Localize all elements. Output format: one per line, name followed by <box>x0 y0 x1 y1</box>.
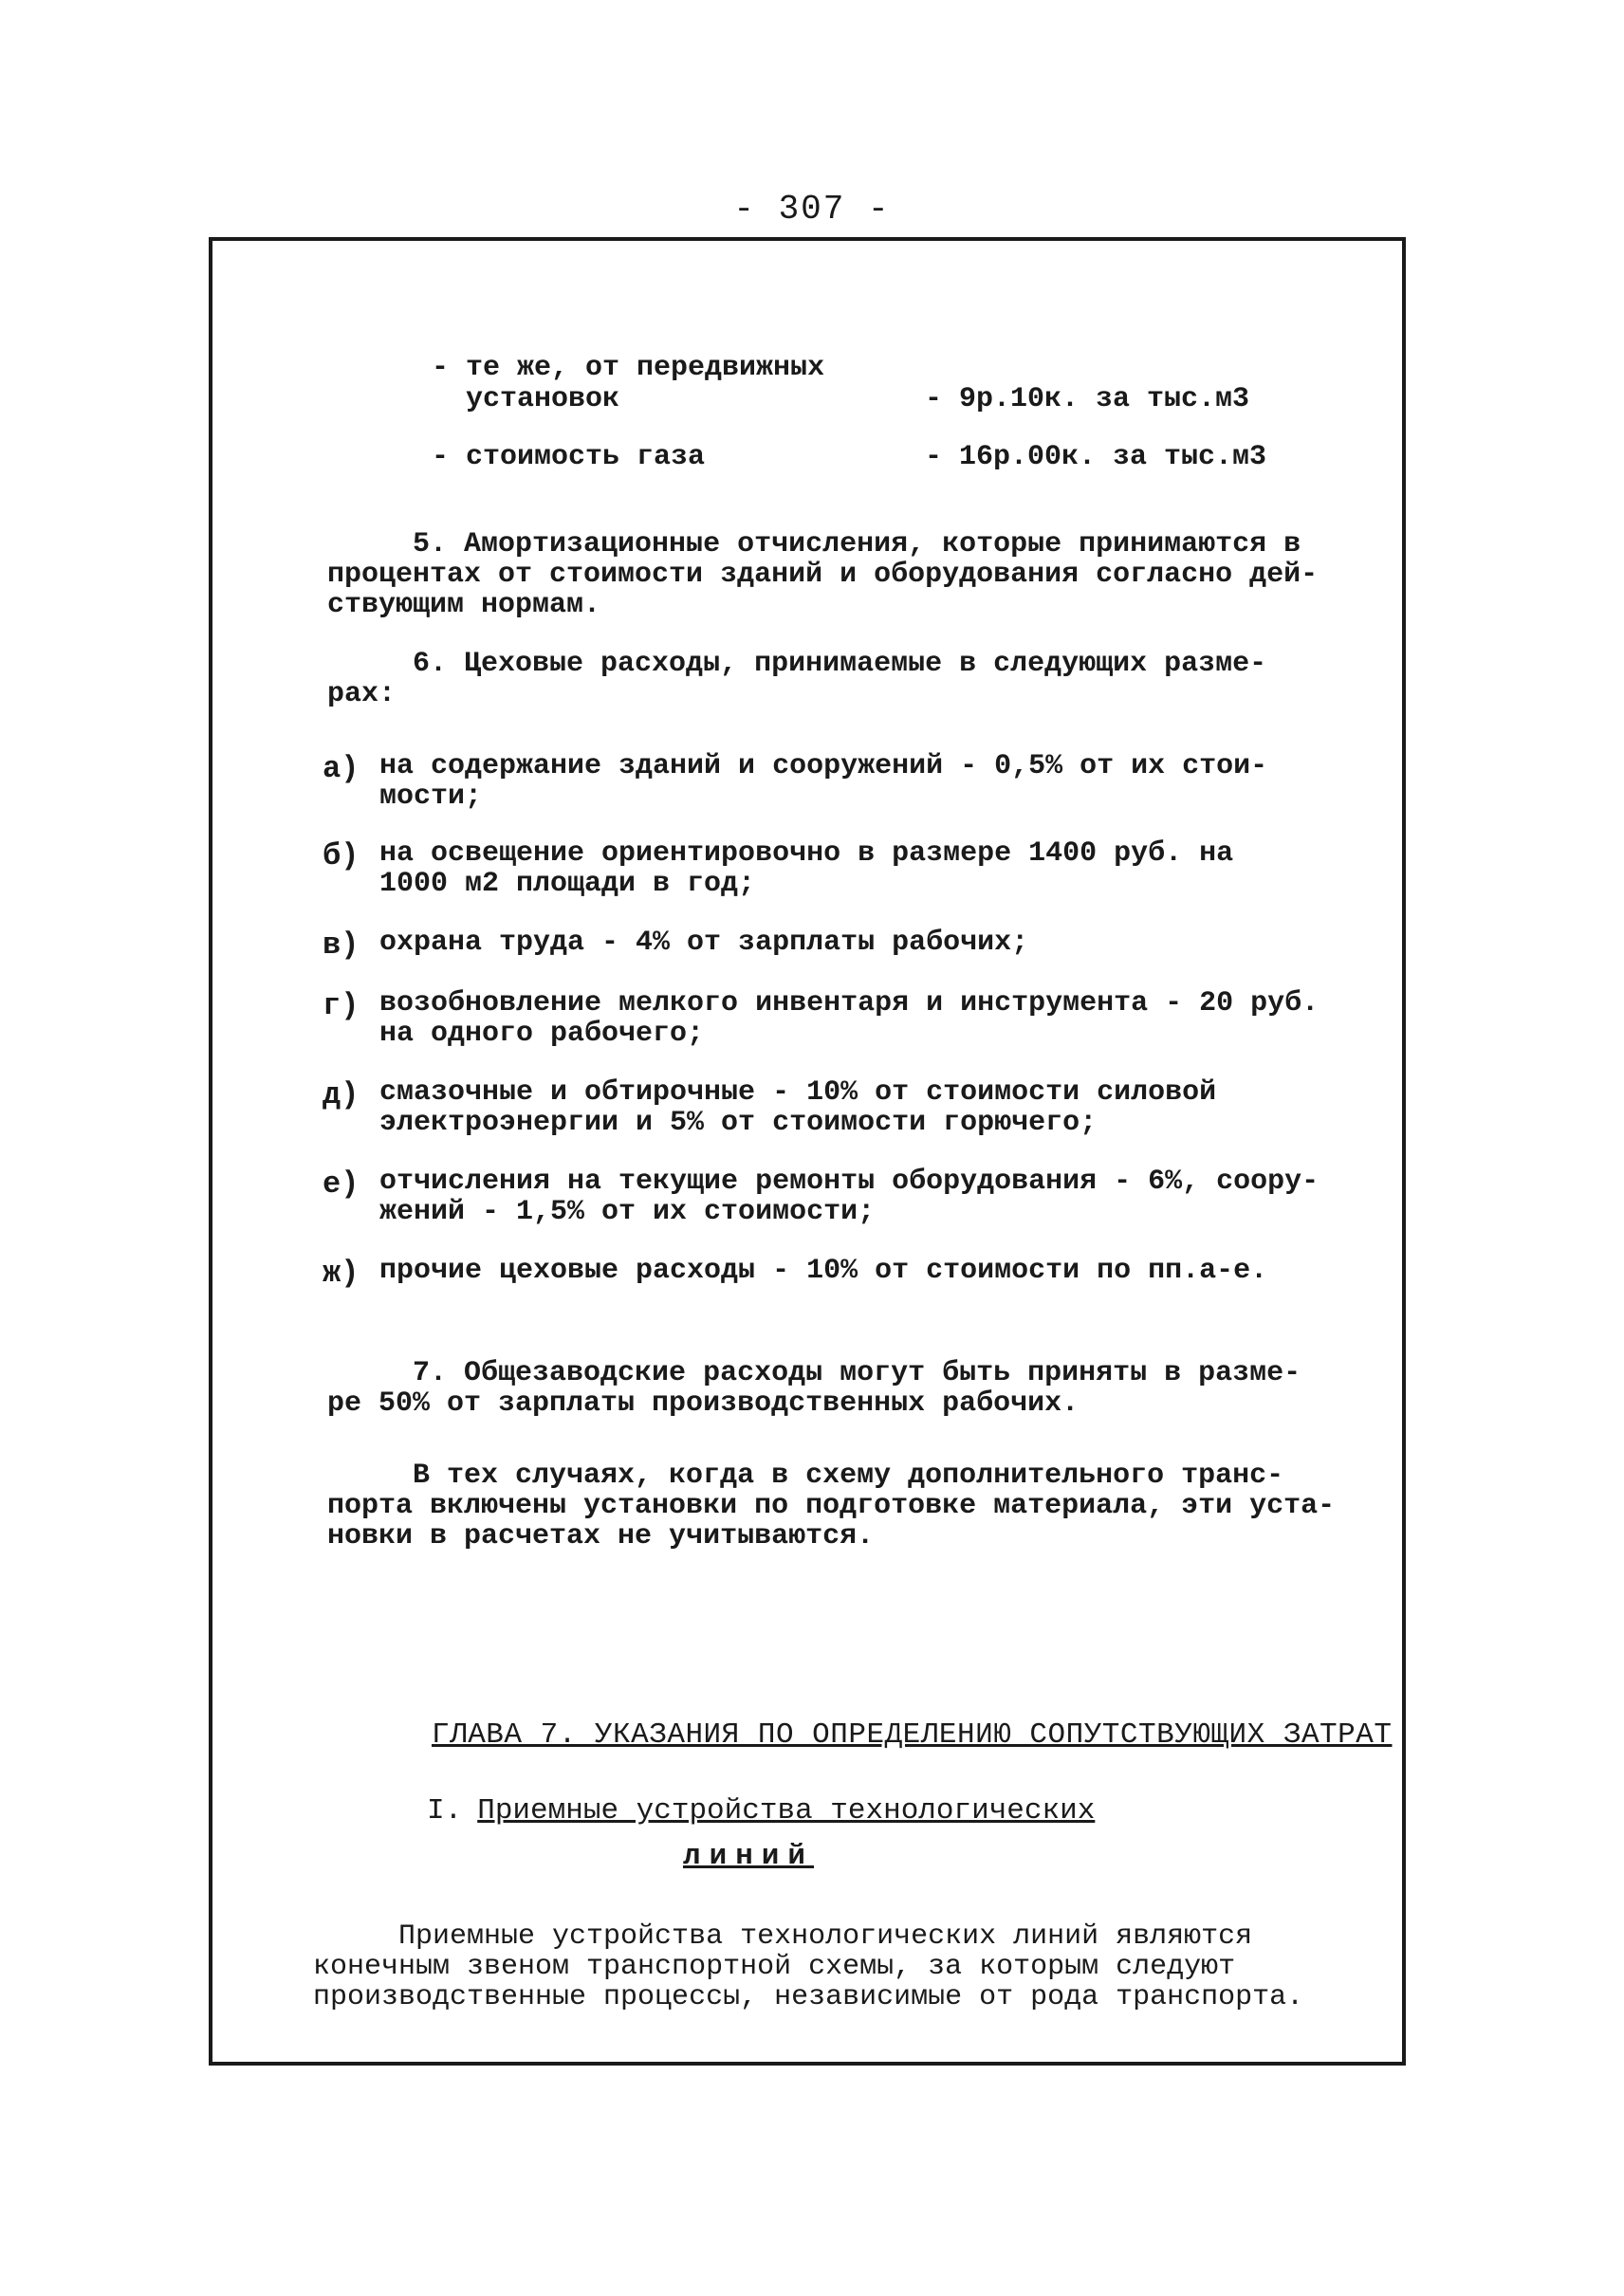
section-title-line2: линий <box>683 1840 815 1873</box>
sub-item-a-marker: а) <box>323 751 360 786</box>
sub-item-v-line1: охрана труда - 4% от зарплаты рабочих; <box>379 927 1029 959</box>
section-number: I. <box>427 1794 463 1828</box>
sub-item-d-line2: электроэнергии и 5% от стоимости горючего; <box>379 1107 1098 1139</box>
sub-item-d-marker: д) <box>323 1077 360 1112</box>
final-paragraph-line3: производственные процессы, независимые от рода транспорта. <box>313 1981 1304 2013</box>
sub-item-g-line2: на одного рабочего; <box>379 1018 705 1050</box>
sub-item-d-line1: смазочные и обтирочные - 10% от стоимости силовой <box>379 1076 1217 1109</box>
section-title-line1: Приемные устройства технологических <box>477 1794 1096 1828</box>
tariff-label-gas: - стоимость газа <box>432 441 706 473</box>
note-line1: В тех случаях, когда в схему дополнительного транс- <box>327 1460 1284 1492</box>
item5-line3: ствующим нормам. <box>327 589 601 621</box>
final-paragraph-line2: конечным звеном транспортной схемы, за которым следуют <box>313 1951 1236 1983</box>
note-line2: порта включены установки по подготовке материала, эти уста- <box>327 1490 1336 1522</box>
tariff-value-mobile: - 9р.10к. за тыс.м3 <box>925 383 1250 415</box>
sub-item-v-marker: в) <box>323 928 360 963</box>
sub-item-e-line1: отчисления на текущие ремонты оборудования - 6%, соору- <box>379 1166 1320 1198</box>
sub-item-b-marker: б) <box>323 838 360 873</box>
item7-line2: ре 50% от зарплаты производственных рабочих. <box>327 1387 1080 1420</box>
sub-item-b-line2: 1000 м2 площади в год; <box>379 868 756 900</box>
sub-item-e-marker: е) <box>323 1166 360 1202</box>
sub-item-zh-marker: ж) <box>323 1256 360 1291</box>
item6-line1: 6. Цеховые расходы, принимаемые в следующих разме- <box>327 648 1267 680</box>
item7-line1: 7. Общезаводские расходы могут быть приняты в разме- <box>327 1357 1301 1389</box>
sub-item-a-line2: мости; <box>379 781 483 813</box>
chapter-title: ГЛАВА 7. УКАЗАНИЯ ПО ОПРЕДЕЛЕНИЮ СОПУТСТВУЮЩИХ ЗАТРАТ <box>432 1718 1393 1752</box>
item5-line2: процентах от стоимости зданий и оборудования согласно дей- <box>327 559 1319 591</box>
tariff-label-mobile-cont: установок <box>432 383 620 415</box>
tariff-label-mobile: - те же, от передвижных <box>432 352 825 384</box>
sub-item-zh-line1: прочие цеховые расходы - 10% от стоимости по пп.а-е. <box>379 1255 1268 1287</box>
sub-item-a-line1: на содержание зданий и сооружений - 0,5% от их стои- <box>379 750 1268 782</box>
item5-line1: 5. Амортизационные отчисления, которые принимаются в <box>327 528 1301 560</box>
sub-item-b-line1: на освещение ориентировочно в размере 1400 руб. на <box>379 837 1234 870</box>
sub-item-g-marker: г) <box>323 988 360 1023</box>
section-heading <box>427 1794 1095 1828</box>
tariff-value-gas: - 16р.00к. за тыс.м3 <box>925 441 1267 473</box>
page-frame <box>209 237 1406 2066</box>
note-line3: новки в расчетах не учитываются. <box>327 1520 875 1552</box>
sub-item-g-line1: возобновление мелкого инвентаря и инструмента - 20 руб. <box>379 987 1320 1019</box>
page-number: - 307 - <box>733 190 891 229</box>
final-paragraph-line1: Приемные устройства технологических линий являются <box>313 1920 1253 1953</box>
sub-item-e-line2: жений - 1,5% от их стоимости; <box>379 1196 876 1228</box>
item6-line2: рах: <box>327 678 397 710</box>
